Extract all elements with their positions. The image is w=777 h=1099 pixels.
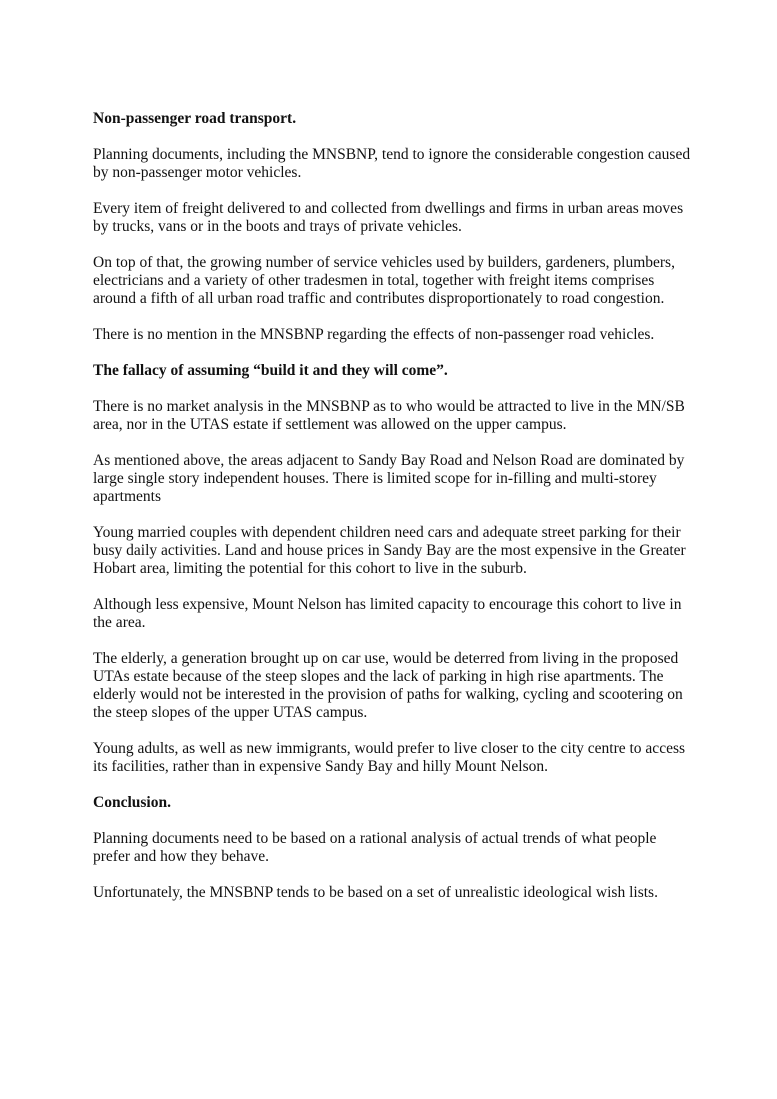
paragraph: Although less expensive, Mount Nelson has limited capacity to encourage this cohort to live in the area.: [93, 596, 682, 631]
paragraph: Young adults, as well as new immigrants, would prefer to live closer to the city centre to access its facilities, rather than in expensive Sandy Bay and hilly Mount Nelson.: [93, 740, 686, 775]
section-heading: Non-passenger road transport.: [93, 110, 297, 127]
section-heading: Conclusion.: [93, 794, 171, 811]
section-conclusion: [93, 794, 693, 902]
paragraph: Young married couples with dependent children need cars and adequate street parking for their busy daily activities. Land and house prices in Sandy Bay are the most expensive in the Greater Hobart area, limiting the potential for this cohort to live in the suburb.: [93, 524, 686, 577]
document-page: [93, 110, 693, 920]
section-build-it-fallacy: [93, 362, 693, 776]
paragraph: There is no market analysis in the MNSBNP as to who would be attracted to live in the MN/SB area, nor in the UTAS estate if settlement was allowed on the upper campus.: [93, 398, 685, 433]
section-non-passenger-transport: [93, 110, 693, 344]
paragraph: On top of that, the growing number of service vehicles used by builders, gardeners, plumbers, electricians and a variety of other tradesmen in total, together with freight items comprises around a fifth of all urban road traffic and contributes disproportionately to road congestion.: [93, 254, 675, 307]
paragraph: Planning documents need to be based on a rational analysis of actual trends of what people prefer and how they behave.: [93, 830, 657, 865]
paragraph: Unfortunately, the MNSBNP tends to be based on a set of unrealistic ideological wish lists.: [93, 884, 658, 901]
paragraph: The elderly, a generation brought up on car use, would be deterred from living in the proposed UTAs estate because of the steep slopes and the lack of parking in high rise apartments. The elderly would not be interested in the provision of paths for walking, cycling and scootering on the steep slopes of the upper UTAS campus.: [93, 650, 683, 721]
paragraph: There is no mention in the MNSBNP regarding the effects of non-passenger road vehicles.: [93, 326, 655, 343]
paragraph: Planning documents, including the MNSBNP, tend to ignore the considerable congestion caused by non-passenger motor vehicles.: [93, 146, 691, 181]
section-heading: The fallacy of assuming “build it and they will come”.: [93, 362, 448, 379]
paragraph: Every item of freight delivered to and collected from dwellings and firms in urban areas moves by trucks, vans or in the boots and trays of private vehicles.: [93, 200, 684, 235]
paragraph: As mentioned above, the areas adjacent to Sandy Bay Road and Nelson Road are dominated by large single story independent houses. There is limited scope for in-filling and multi-storey apartments: [93, 452, 685, 505]
